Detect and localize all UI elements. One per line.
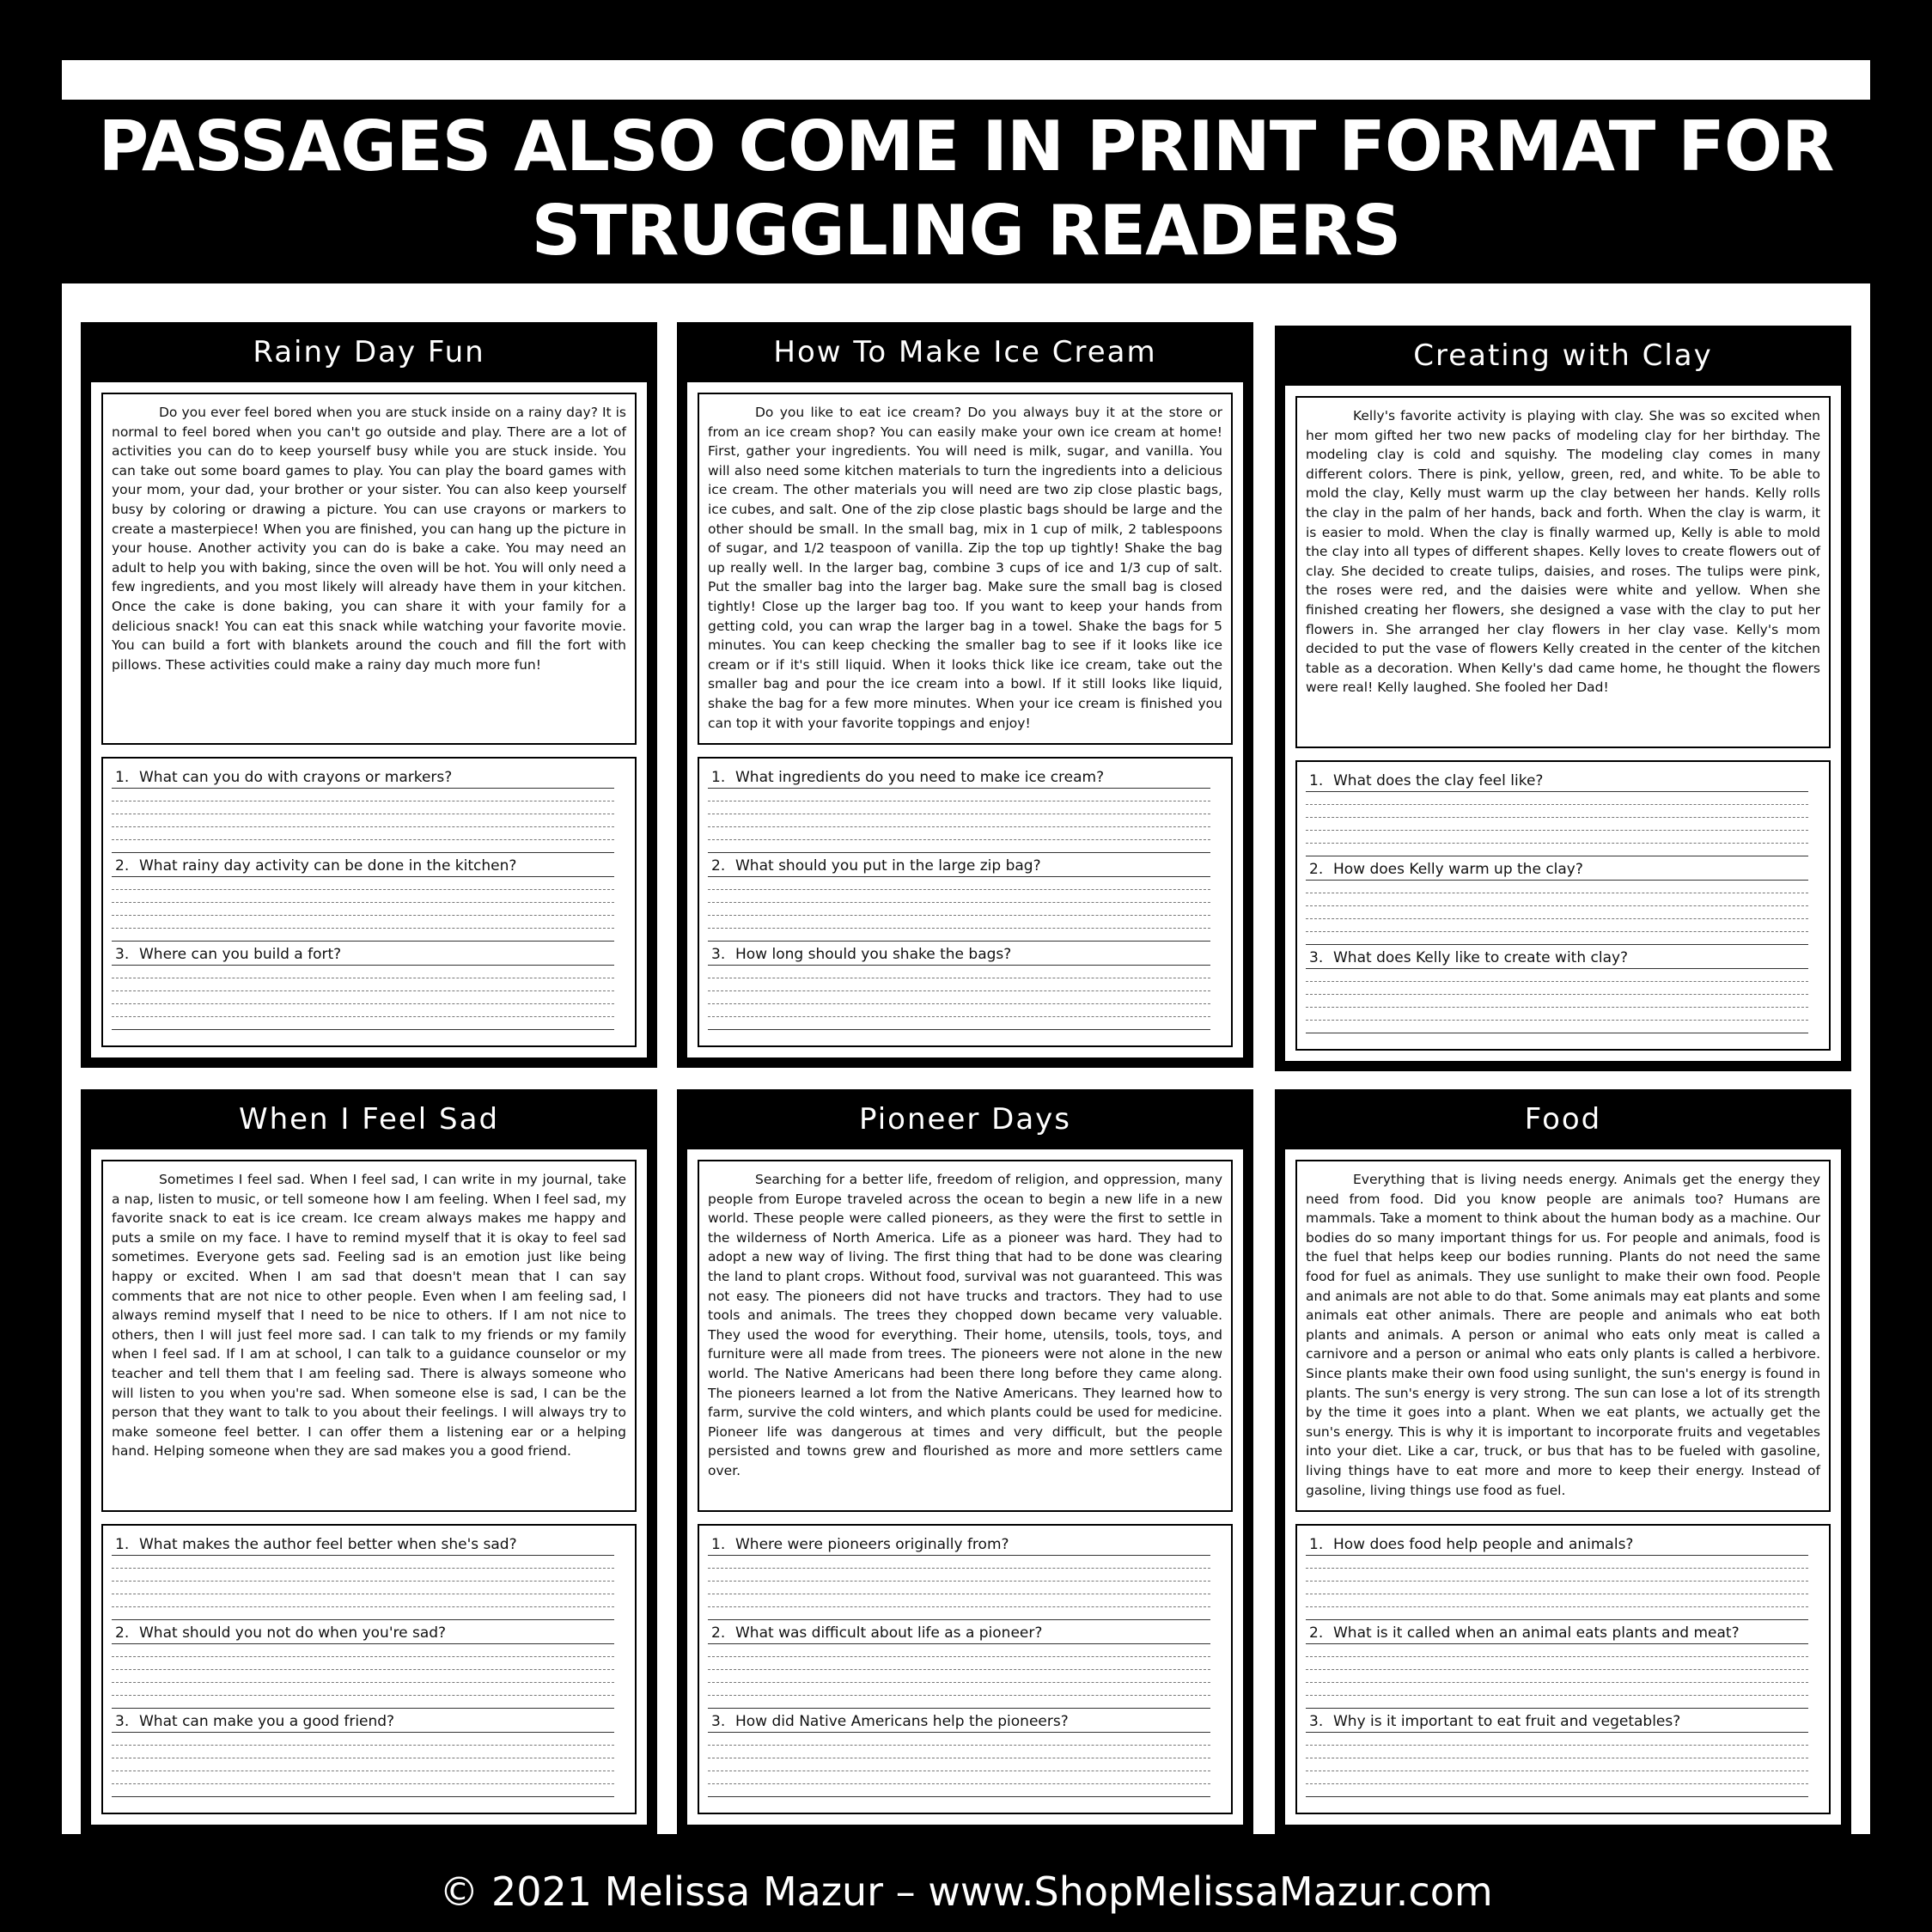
answer-line xyxy=(1306,1021,1808,1033)
answer-line xyxy=(1306,792,1808,805)
answer-line xyxy=(708,1657,1210,1670)
question-item xyxy=(112,1711,614,1800)
question-item xyxy=(708,1623,1210,1711)
question-text xyxy=(708,944,1210,966)
question-text xyxy=(708,767,1210,789)
answer-line xyxy=(1306,1607,1808,1620)
question-text xyxy=(1306,1711,1808,1733)
answer-line xyxy=(1306,1644,1808,1657)
worksheet-card xyxy=(81,322,657,1068)
answer-line xyxy=(112,903,614,916)
question-number: 1. xyxy=(115,769,130,786)
question-item xyxy=(112,1623,614,1711)
questions-box xyxy=(698,1524,1233,1814)
worksheet-title: Pioneer Days xyxy=(858,1102,1072,1137)
questions-box xyxy=(698,757,1233,1047)
question-item xyxy=(112,856,614,944)
answer-line xyxy=(1306,831,1808,844)
copyright-footer: © 2021 Melissa Mazur – www.ShopMelissaMazur.com xyxy=(439,1868,1493,1915)
answer-line xyxy=(1306,844,1808,856)
answer-line xyxy=(112,1644,614,1657)
answer-line xyxy=(112,1004,614,1017)
question-label: How did Native Americans help the pioneers? xyxy=(735,1713,1069,1730)
question-number: 2. xyxy=(1309,1624,1324,1642)
worksheet-body xyxy=(91,1149,647,1825)
question-label: How does Kelly warm up the clay? xyxy=(1333,861,1583,878)
answer-line xyxy=(1306,1657,1808,1670)
questions-box xyxy=(1295,1524,1831,1814)
answer-line xyxy=(708,1017,1210,1030)
question-number: 3. xyxy=(711,946,726,963)
answer-line xyxy=(1306,1582,1808,1594)
question-item xyxy=(1306,1534,1808,1623)
answer-line xyxy=(708,814,1210,827)
passage-box xyxy=(698,1160,1233,1512)
question-label: How long should you shake the bags? xyxy=(735,946,1012,963)
headline-line-1: PASSAGES ALSO COME IN PRINT FORMAT FOR xyxy=(98,107,1834,186)
answer-line xyxy=(708,840,1210,853)
answer-line xyxy=(708,978,1210,991)
top-banner-strip xyxy=(62,60,1870,100)
question-number: 3. xyxy=(1309,1713,1324,1730)
answer-line xyxy=(708,1004,1210,1017)
answer-line xyxy=(112,877,614,890)
question-label: What can you do with crayons or markers? xyxy=(139,769,453,786)
answer-line xyxy=(1306,818,1808,831)
passage-text: Sometimes I feel sad. When I feel sad, I can write in my journal, take a nap, listen to music, or tell someone how I am feeling. When I feel sad, my favorite snack to eat is ice cream. Ice cream always makes me happy and puts a smile on my face. I have to remind myself that it is okay to feel sad sometimes. Everyone gets sad. Feeling sad is an emotion just like being happy or excited. When I am sad that doesn't mean that I can say comments that are not nice to other people. Even when I am feeling sad, I always remind myself that I need to be nice to others. If I am not nice to others, then I will just feel more sad. I can talk to my friends or my family when I feel sad. If I am at school, I can talk to a guidance counselor or my teacher and tell them that I am feeling sad. There is always someone who will listen to you when you're sad. When someone else is sad, I can be the person that they want to talk to you about their feelings. I will always try to make someone feel better. I can offer them a listening ear or a helping hand. Helping someone when they are sad makes you a good friend. xyxy=(112,1172,626,1460)
answer-line xyxy=(708,903,1210,916)
answer-line xyxy=(708,1683,1210,1696)
passage-box xyxy=(1295,1160,1831,1512)
worksheet-card xyxy=(677,322,1253,1068)
answer-line xyxy=(708,1556,1210,1569)
question-text xyxy=(112,856,614,877)
answer-line xyxy=(1306,893,1808,906)
worksheet-body xyxy=(91,382,647,1057)
question-text xyxy=(708,1534,1210,1556)
worksheet-card xyxy=(677,1089,1253,1835)
question-item xyxy=(1306,1711,1808,1800)
worksheet-title: Food xyxy=(1524,1102,1602,1137)
answer-line xyxy=(708,1758,1210,1771)
question-item xyxy=(112,944,614,1033)
question-item xyxy=(708,944,1210,1033)
question-number: 2. xyxy=(115,857,130,875)
question-label: What ingredients do you need to make ice cream? xyxy=(735,769,1105,786)
question-label: Where can you build a fort? xyxy=(139,946,342,963)
question-text xyxy=(112,1623,614,1644)
question-text xyxy=(1306,948,1808,969)
question-number: 1. xyxy=(711,769,726,786)
question-label: What rainy day activity can be done in the kitchen? xyxy=(139,857,517,875)
answer-line xyxy=(1306,881,1808,893)
answer-line xyxy=(1306,1758,1808,1771)
worksheet-card xyxy=(1275,1089,1851,1835)
questions-box xyxy=(101,757,637,1047)
question-text xyxy=(708,1623,1210,1644)
worksheet-panel xyxy=(62,283,1870,1834)
question-label: What does the clay feel like? xyxy=(1333,772,1544,789)
answer-line xyxy=(1306,1683,1808,1696)
answer-line xyxy=(112,1607,614,1620)
answer-line xyxy=(1306,1670,1808,1683)
question-item xyxy=(1306,1623,1808,1711)
answer-line xyxy=(112,1569,614,1582)
question-item xyxy=(1306,859,1808,948)
questions-box xyxy=(101,1524,637,1814)
answer-line xyxy=(112,1771,614,1784)
question-text xyxy=(112,1534,614,1556)
answer-line xyxy=(112,966,614,978)
answer-line xyxy=(112,1696,614,1709)
question-number: 2. xyxy=(711,1624,726,1642)
answer-line xyxy=(1306,1556,1808,1569)
answer-line xyxy=(708,929,1210,942)
passage-box xyxy=(101,393,637,745)
answer-line xyxy=(112,1683,614,1696)
answer-line xyxy=(112,890,614,903)
answer-line xyxy=(112,1784,614,1797)
answer-line xyxy=(1306,1784,1808,1797)
passage-box xyxy=(698,393,1233,745)
answer-line xyxy=(112,1746,614,1758)
question-item xyxy=(708,1711,1210,1800)
passage-text: Do you like to eat ice cream? Do you always buy it at the store or from an ice cream shop? You can easily make your own ice cream at home! First, gather your ingredients. You will need is milk, sugar, and vanilla. You will also need some kitchen materials to turn the ingredients into a delicious ice cream. The other materials you will need are two zip close plastic bags, ice cubes, and salt. One of the zip close plastic bags should be large and the other should be small. In the small bag, mix in 1 cup of milk, 2 tablespoons of sugar, and 1/2 teaspoon of vanilla. Zip the top up tightly! Shake the bag up really well. In the larger bag, combine 3 cups of ice and 1/3 cup of salt. Put the smaller bag into the larger bag. Make sure the small bag is closed tightly! Close up the larger bag too. If you want to keep your hands from getting cold, you can wrap the larger bag in a towel. Shake the bags for 5 minutes. You can keep checking the smaller bag to see if it looks like ice cream or if it's still liquid. When it looks thick like ice cream, take out the smaller bag and pour the ice cream into a bowl. If it still looks like liquid, shake the bag for a few more minutes. When your ice cream is finished you can top it with your favorite toppings and enjoy! xyxy=(708,405,1222,731)
worksheet-body xyxy=(1285,386,1841,1061)
worksheet-body xyxy=(1285,1149,1841,1825)
worksheet-body xyxy=(687,1149,1243,1825)
answer-line xyxy=(112,916,614,929)
question-text xyxy=(1306,771,1808,792)
answer-line xyxy=(112,1758,614,1771)
questions-box xyxy=(1295,760,1831,1051)
answer-line xyxy=(1306,1733,1808,1746)
answer-line xyxy=(1306,1746,1808,1758)
question-text xyxy=(1306,1534,1808,1556)
answer-line xyxy=(112,1556,614,1569)
answer-line xyxy=(1306,1771,1808,1784)
answer-line xyxy=(708,1733,1210,1746)
answer-line xyxy=(708,916,1210,929)
answer-line xyxy=(112,840,614,853)
worksheet-body xyxy=(687,382,1243,1057)
answer-line xyxy=(1306,906,1808,919)
worksheet-title: How To Make Ice Cream xyxy=(773,335,1157,369)
question-number: 1. xyxy=(1309,772,1324,789)
answer-line xyxy=(1306,982,1808,995)
answer-line xyxy=(708,991,1210,1004)
question-item xyxy=(1306,948,1808,1036)
answer-line xyxy=(708,1784,1210,1797)
passage-box xyxy=(101,1160,637,1512)
question-label: Where were pioneers originally from? xyxy=(735,1536,1009,1553)
question-label: What was difficult about life as a pioneer? xyxy=(735,1624,1043,1642)
question-item xyxy=(708,1534,1210,1623)
answer-line xyxy=(112,814,614,827)
answer-line xyxy=(112,1733,614,1746)
answer-line xyxy=(708,877,1210,890)
headline-line-2: STRUGGLING READERS xyxy=(531,191,1401,271)
question-label: What can make you a good friend? xyxy=(139,1713,395,1730)
passage-text: Everything that is living needs energy. Animals get the energy they need from food. Did you know people are animals too? Humans are mammals. Take a moment to think about the human body as a machine. Our bodies do so many important things for us. For people and animals, food is the fuel that helps keep our bodies running. Plants do not need the same food for fuel as animals. They use sunlight to make their own food. People and animals are not able to do that. Some animals may eat plants and some animals eat other animals. There are people and animals who eat both plants and animals. A person or animal who eats only meat is called a carnivore and a person or animal who eats only plants is called a herbivore. Since plants make their own food using sunlight, the sun's energy is found in plants. The sun's energy is very strong. The sun can lose a lot of its strength by the time it goes into a plant. When we eat plants, we actually get the sun's energy. This is why it is important to incorporate fruits and vegetables into your diet. Like a car, truck, or bus that has to be fueled with gasoline, living things have to eat more and more to keep their energy. Instead of gasoline, living things use food as fuel. xyxy=(1306,1172,1820,1498)
answer-line xyxy=(708,801,1210,814)
answer-line xyxy=(708,966,1210,978)
question-text xyxy=(112,1711,614,1733)
question-item xyxy=(708,767,1210,856)
question-item xyxy=(112,1534,614,1623)
question-number: 2. xyxy=(711,857,726,875)
answer-line xyxy=(112,1594,614,1607)
question-label: What does Kelly like to create with clay? xyxy=(1333,949,1629,966)
question-item xyxy=(112,767,614,856)
question-number: 1. xyxy=(115,1536,130,1553)
answer-line xyxy=(112,827,614,840)
question-number: 3. xyxy=(115,1713,130,1730)
question-number: 3. xyxy=(1309,949,1324,966)
answer-line xyxy=(112,1670,614,1683)
question-number: 2. xyxy=(1309,861,1324,878)
answer-line xyxy=(1306,969,1808,982)
passage-text: Kelly's favorite activity is playing with clay. She was so excited when her mom gifted her two new packs of modeling clay for her birthday. The modeling clay is cold and squishy. The modeling clay comes in many different colors. There is pink, yellow, green, red, and white. To be able to mold the clay, Kelly must warm up the clay between her hands. Kelly rolls the clay in the palm of her hands, back and forth. When the clay is warm, it is easier to mold. When the clay is finally warmed up, Kelly is able to mold the clay into all types of different shapes. Kelly loves to create flowers out of clay. She decided to create tulips, daisies, and roses. The tulips were pink, the roses were red, and the daisies were white and yellow. When she finished creating her flowers, she designed a vase with the clay to put her flowers in. She arranged her clay flowers in her clay vase. Kelly's mom decided to put the vase of flowers Kelly created in the center of the kitchen table as a decoration. When Kelly's dad came home, he thought the flowers were real! Kelly laughed. She fooled her Dad! xyxy=(1306,408,1820,696)
question-number: 3. xyxy=(711,1713,726,1730)
answer-line xyxy=(1306,1594,1808,1607)
passage-text: Searching for a better life, freedom of religion, and oppression, many people from Europe traveled across the ocean to begin a new life in a new world. These people were called pioneers, as they were the first to settle in the wilderness of North America. Life as a pioneer was hard. They had to adopt a new way of living. The first thing that had to be done was clearing the land to plant crops. Without food, survival was not guaranteed. This was not easy. The pioneers did not have trucks and tractors. They had to use tools and animals. The trees they chopped down became very valuable. They used the wood for everything. Their home, utensils, tools, toys, and furniture were all made from trees. The pioneers were not alone in the new world. The Native Americans had been there long before they came along. The pioneers learned a lot from the Native Americans. They learned how to farm, survive the cold winters, and which plants could be used for medicine. Pioneer life was dangerous at times and very difficult, but the people persisted and towns grew and flourished as more and more settlers came over. xyxy=(708,1172,1222,1478)
answer-line xyxy=(1306,805,1808,818)
answer-line xyxy=(112,991,614,1004)
page-headline xyxy=(0,105,1932,273)
question-item xyxy=(1306,771,1808,859)
question-label: What should you not do when you're sad? xyxy=(139,1624,447,1642)
question-number: 1. xyxy=(1309,1536,1324,1553)
question-label: What makes the author feel better when she's sad? xyxy=(139,1536,517,1553)
answer-line xyxy=(1306,1696,1808,1709)
answer-line xyxy=(708,827,1210,840)
worksheet-title: Creating with Clay xyxy=(1413,338,1713,373)
question-text xyxy=(1306,859,1808,881)
worksheet-card xyxy=(1275,326,1851,1071)
answer-line xyxy=(708,1746,1210,1758)
answer-line xyxy=(112,1657,614,1670)
question-text xyxy=(708,1711,1210,1733)
answer-line xyxy=(708,1696,1210,1709)
answer-line xyxy=(112,929,614,942)
answer-line xyxy=(1306,1569,1808,1582)
answer-line xyxy=(1306,1008,1808,1021)
answer-line xyxy=(112,801,614,814)
question-label: How does food help people and animals? xyxy=(1333,1536,1634,1553)
question-number: 2. xyxy=(115,1624,130,1642)
question-label: What should you put in the large zip bag? xyxy=(735,857,1041,875)
answer-line xyxy=(112,789,614,801)
worksheet-card xyxy=(81,1089,657,1835)
answer-line xyxy=(708,1670,1210,1683)
question-text xyxy=(1306,1623,1808,1644)
question-text xyxy=(708,856,1210,877)
answer-line xyxy=(708,890,1210,903)
question-label: What is it called when an animal eats plants and meat? xyxy=(1333,1624,1740,1642)
question-text xyxy=(112,767,614,789)
answer-line xyxy=(708,1644,1210,1657)
answer-line xyxy=(1306,995,1808,1008)
answer-line xyxy=(112,978,614,991)
answer-line xyxy=(1306,932,1808,945)
answer-line xyxy=(708,1569,1210,1582)
passage-text: Do you ever feel bored when you are stuck inside on a rainy day? It is normal to feel bored when you can't go outside and play. There are a lot of activities you can do to keep yourself busy while you are stuck inside. You can take out some board games to play. You can play the board games with your mom, your dad, your brother or your sister. You can also keep yourself busy by coloring or drawing a picture. You can use crayons or markers to create a masterpiece! When you are finished, you can hang up the picture in your house. Another activity you can do is bake a cake. You may need an adult to help you with baking, since the oven will be hot. You will only need a few ingredients, and you most likely will already have them in your kitchen. Once the cake is done baking, you can share it with your family for a delicious snack! You can eat this snack while watching your favorite movie. You can build a fort with blankets around the couch and fill the fort with pillows. These activities could make a rainy day much more fun! xyxy=(112,405,626,673)
answer-line xyxy=(708,1594,1210,1607)
passage-box xyxy=(1295,396,1831,748)
answer-line xyxy=(112,1017,614,1030)
answer-line xyxy=(1306,919,1808,932)
answer-line xyxy=(708,1582,1210,1594)
worksheet-title: When I Feel Sad xyxy=(238,1102,500,1137)
question-item xyxy=(708,856,1210,944)
answer-line xyxy=(708,789,1210,801)
worksheet-title: Rainy Day Fun xyxy=(253,335,485,369)
question-number: 1. xyxy=(711,1536,726,1553)
question-number: 3. xyxy=(115,946,130,963)
question-text xyxy=(112,944,614,966)
question-label: Why is it important to eat fruit and vegetables? xyxy=(1333,1713,1681,1730)
answer-line xyxy=(112,1582,614,1594)
answer-line xyxy=(708,1607,1210,1620)
answer-line xyxy=(708,1771,1210,1784)
